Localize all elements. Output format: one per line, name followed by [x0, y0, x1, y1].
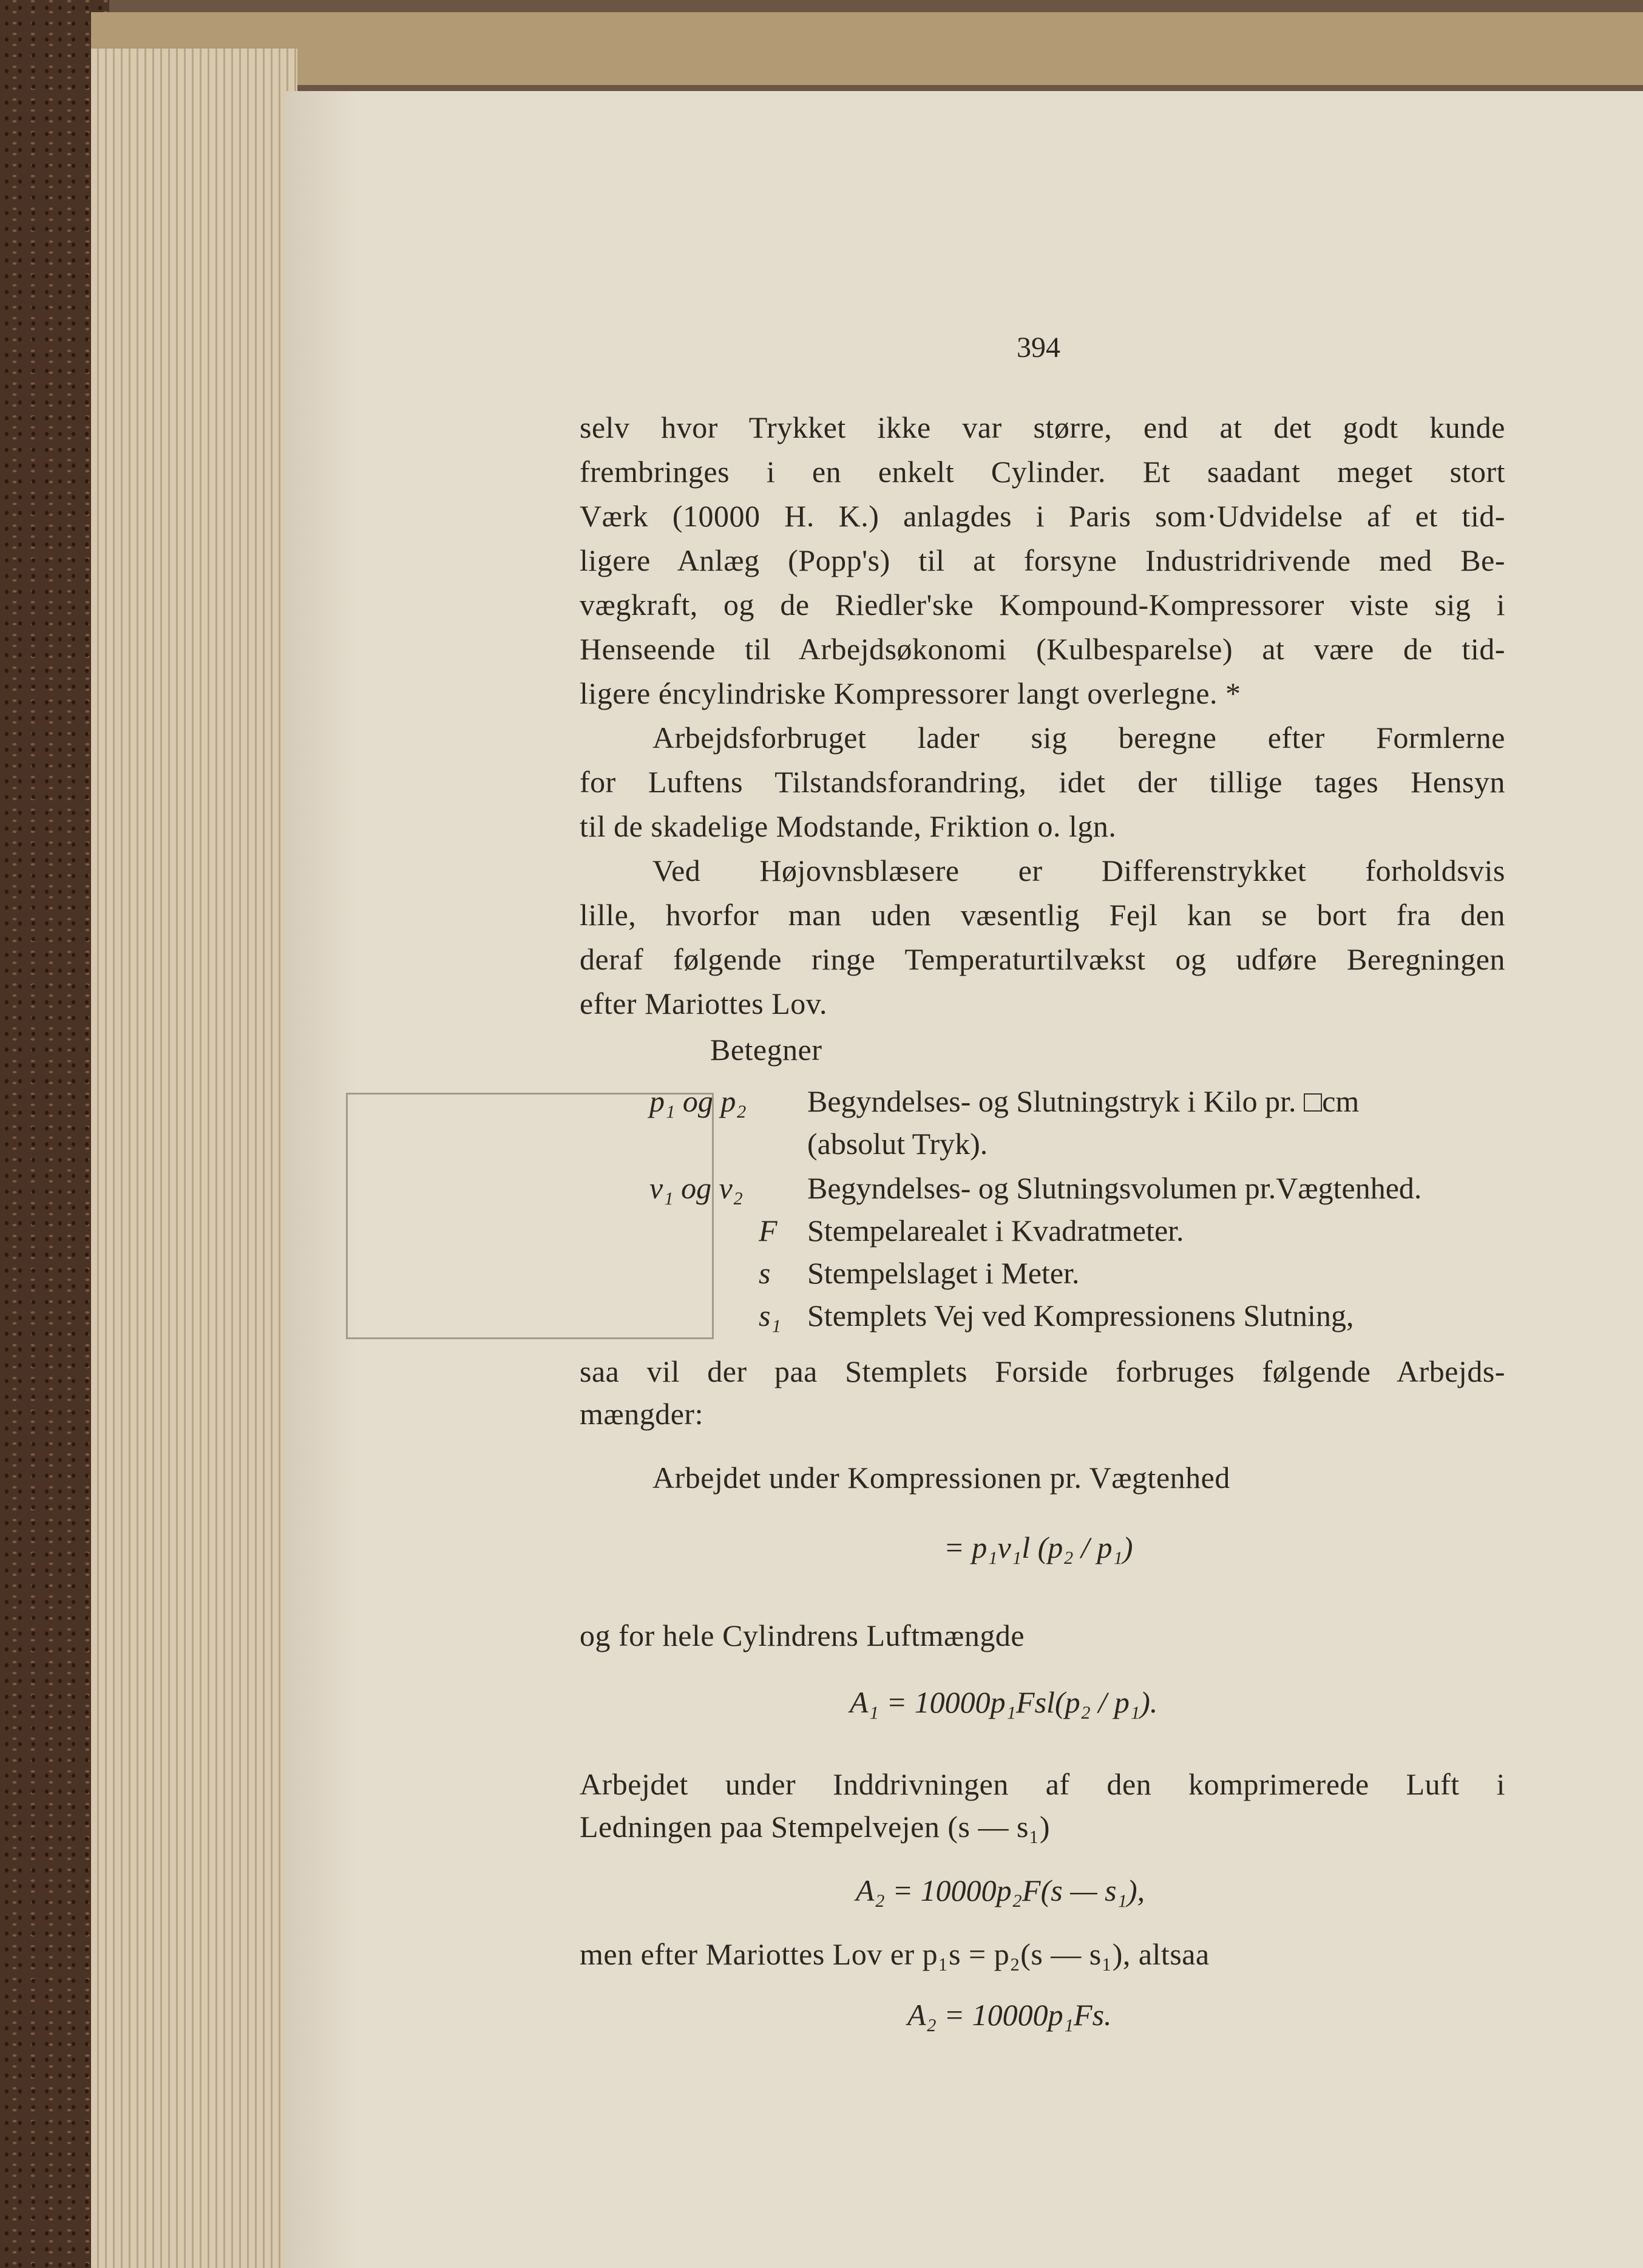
equation-3: A₂ = 10000p₂F(s — s₁),	[856, 1873, 1145, 1907]
def-text-s: Stempelslaget i Meter.	[807, 1256, 1080, 1290]
mariotte-line: men efter Mariottes Lov er p₁s = p₂(s — s₁), altsaa	[580, 1937, 1210, 1971]
equation-2: A₁ = 10000p₁Fsl(p₂ / p₁).	[850, 1685, 1158, 1719]
def-text-s1: Stemplets Vej ved Kompressionens Slutning,	[807, 1299, 1354, 1333]
body-line-11: Ved Højovnsblæsere er Differenstrykket forholdsvis	[652, 854, 1505, 888]
body-line-4: ligere Anlæg (Popp's) til at forsyne Industridrivende med Be-	[580, 543, 1505, 577]
og-for-hele: og for hele Cylindrens Luftmængde	[580, 1618, 1025, 1652]
equation-1: = p₁v₁l (p₂ / p₁)	[944, 1530, 1133, 1564]
def-text-absolut: (absolut Tryk).	[807, 1127, 988, 1161]
body-line-10: til de skadelige Modstande, Friktion o. lgn.	[580, 809, 1117, 843]
def-text-p: Begyndelses- og Slutningstryk i Kilo pr. □cm	[807, 1084, 1360, 1118]
body-line-5: vægkraft, og de Riedler'ske Kompound-Kompressorer viste sig i	[580, 588, 1505, 622]
def-symbol-p: p₁ og p₂	[649, 1084, 747, 1118]
body-line-13: deraf følgende ringe Temperaturtilvækst og udføre Beregningen	[580, 942, 1505, 976]
def-symbol-F: F	[759, 1214, 777, 1248]
inddrivning-line-1: Arbejdet under Inddrivningen af den komprimerede Luft i	[580, 1767, 1505, 1801]
arbejdet-kompressionen: Arbejdet under Kompressionen pr. Vægtenhed	[652, 1461, 1230, 1495]
book-top-edge	[91, 12, 1643, 85]
def-symbol-s: s	[759, 1256, 771, 1290]
body-line-7: ligere éncylindriske Kompressorer langt overlegne. *	[580, 676, 1241, 710]
pencil-sketch	[346, 1093, 714, 1339]
betegner-label: Betegner	[710, 1033, 822, 1067]
body-line-1: selv hvor Trykket ikke var større, end at det godt kunde	[580, 410, 1505, 444]
inddrivning-line-2: Ledningen paa Stempelvejen (s — s₁)	[580, 1810, 1050, 1844]
page-number: 394	[1017, 331, 1060, 364]
def-symbol-v: v₁ og v₂	[649, 1171, 744, 1205]
body-line-2: frembringes i en enkelt Cylinder. Et saadant meget stort	[580, 455, 1505, 489]
body-line-8: Arbejdsforbruget lader sig beregne efter Formlerne	[652, 721, 1505, 755]
def-text-v: Begyndelses- og Slutningsvolumen pr.Vægtenhed.	[807, 1171, 1422, 1205]
after-defs-line-1: saa vil der paa Stemplets Forside forbruges følgende Arbejds-	[580, 1354, 1505, 1388]
body-line-9: for Luftens Tilstandsforandring, idet der tillige tages Hensyn	[580, 765, 1505, 799]
body-line-3: Værk (10000 H. K.) anlagdes i Paris som·Udvidelse af et tid-	[580, 499, 1505, 533]
equation-4: A₂ = 10000p₁Fs.	[907, 1998, 1112, 2032]
body-line-12: lille, hvorfor man uden væsentlig Fejl kan se bort fra den	[580, 898, 1505, 932]
body-line-6: Henseende til Arbejdsøkonomi (Kulbesparelse) at være de tid-	[580, 632, 1505, 666]
after-defs-line-2: mængder:	[580, 1397, 703, 1431]
def-symbol-s1: s₁	[759, 1299, 781, 1333]
body-line-14: efter Mariottes Lov.	[580, 986, 827, 1020]
def-text-F: Stempelarealet i Kvadratmeter.	[807, 1214, 1184, 1248]
page-edges-stack	[91, 49, 297, 2268]
